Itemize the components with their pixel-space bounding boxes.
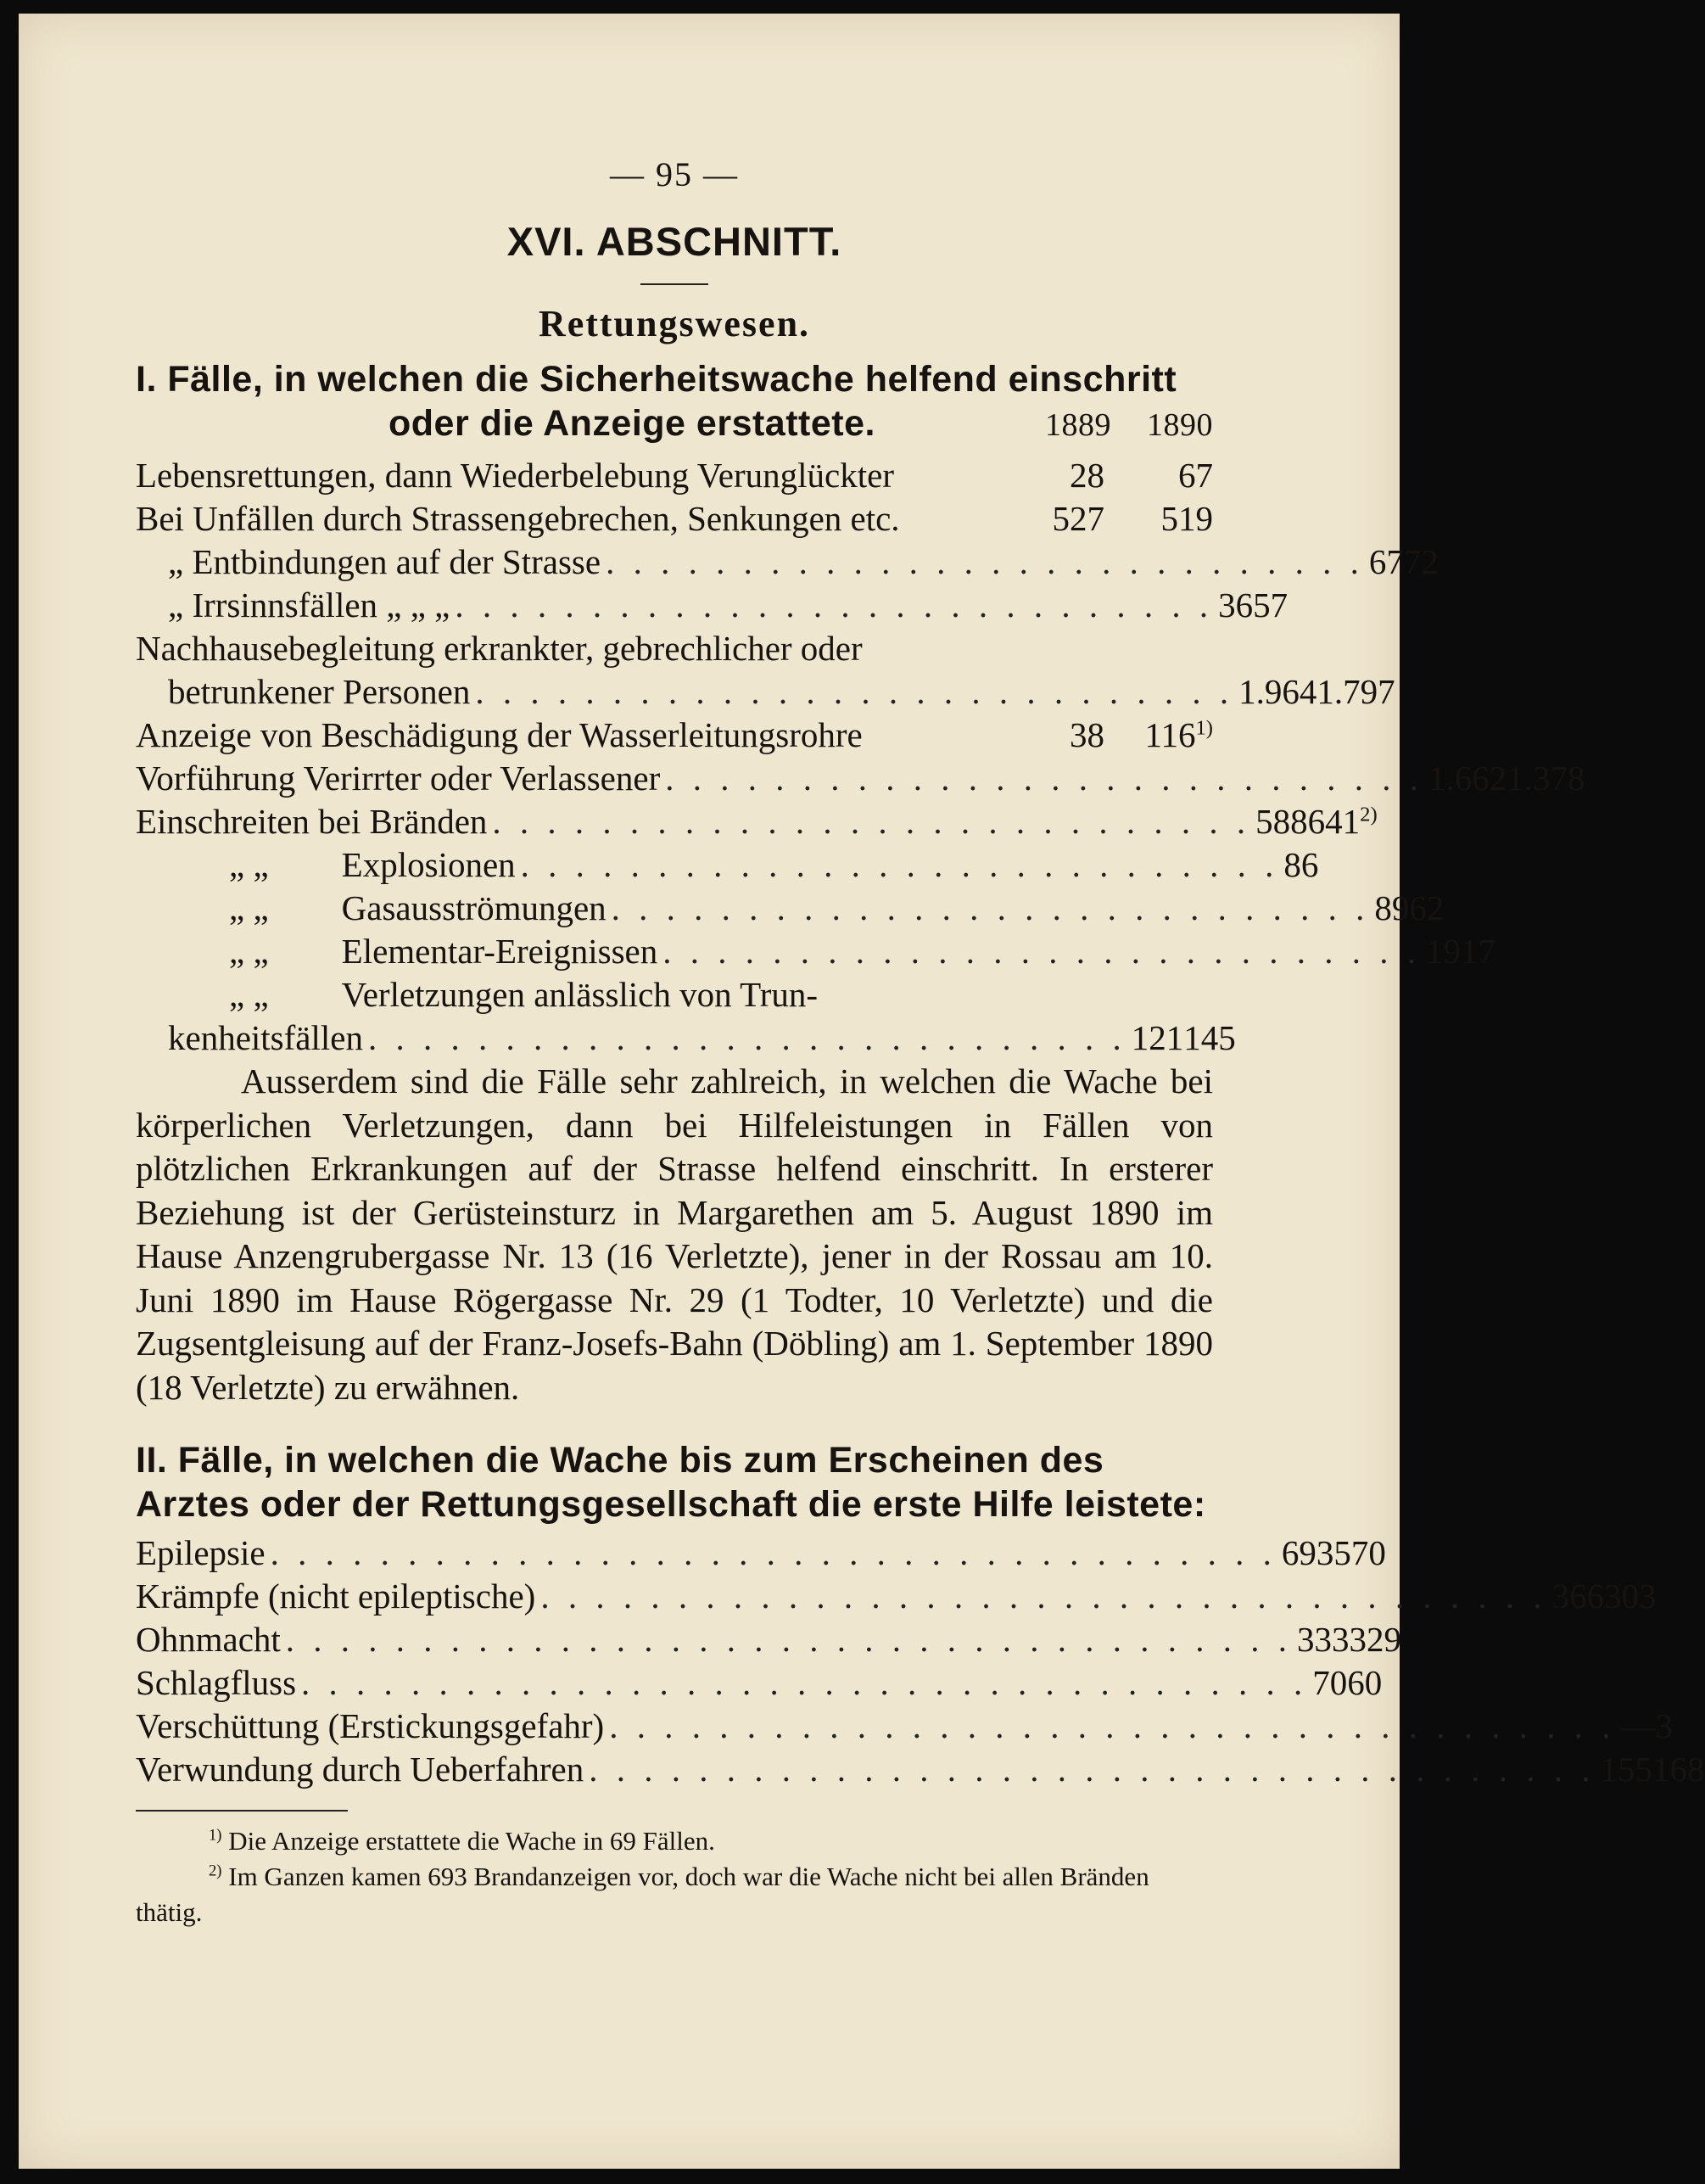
footnote-2 [136,1859,1213,1930]
row-label: Anzeige von Beschädigung der Wasserleitungsrohre [136,715,863,754]
value-1889: 19 [1426,932,1461,971]
page-number: — 95 — [610,155,739,193]
value-1889: 28 [1070,456,1104,495]
value-1890: 6 [1300,845,1319,884]
heading-2-line-2: Arztes oder der Rettungsgesellschaft die erste Hilfe leistete: [136,1484,1206,1525]
value-1889: 36 [1218,585,1254,624]
value-1889: 588 [1255,802,1308,841]
dot-leader: . . . . . . . . . . . . . . . . . . . . . . . . . . . . [492,802,1251,841]
year-header-1890: 1890 [1147,407,1213,443]
row-label: Bei Unfällen durch Strassengebrechen, Senkungen etc. [136,499,900,538]
ditto-marks: „ „ [229,845,269,884]
value-1890: 519 [1160,499,1213,538]
table-1 [136,454,1585,1060]
value-1890 [1308,800,1378,843]
value-1889: — [1620,1706,1656,1745]
value-1890: 168 [1652,1750,1705,1789]
value-1890: 17 [1461,932,1495,971]
value-1890: 329 [1349,1620,1402,1659]
row-label-text: Elementar-Ereignissen [341,932,658,971]
ditto-marks: „ „ [229,932,269,971]
footnote-text: Die Anzeige erstattete die Wache in 69 Fällen. [228,1826,715,1856]
value-1889: 527 [1052,499,1104,538]
table-row [136,584,1289,627]
table-row [136,1575,1657,1618]
dot-leader: . . . . . . . . . . . . . . . . . . . . . . . . . . . . [455,585,1214,624]
dot-leader: . . . . . . . . . . . . . . . . . . . . . . . . . . . . . . . . . . . . . [589,1750,1596,1789]
heading-1-line-1: I. Fälle, in welchen die Sicherheitswache helfend einschritt [136,359,1177,400]
value-1890: 62 [1409,888,1445,927]
row-label [136,973,818,1016]
title-divider [640,283,708,285]
heading-2 [136,1438,1213,1526]
value-1890: 67 [1178,456,1213,495]
table-row [136,540,1439,584]
value-1889: 67 [1368,542,1404,581]
value-1889: 155 [1600,1750,1652,1789]
dot-leader: . . . . . . . . . . . . . . . . . . . . . . . . . . . . [367,1018,1126,1057]
value-1889: 121 [1131,1018,1184,1057]
table-row [136,1661,1383,1705]
dot-leader: . . . . . . . . . . . . . . . . . . . . . . . . . . . . [611,888,1370,927]
value-1890: 72 [1403,542,1439,581]
heading-2-line-1: II. Fälle, in welchen die Wache bis zum Erscheinen des [136,1440,1104,1481]
row-label: Vorführung Verirrter oder Verlassener [136,759,661,798]
row-label: kenheitsfällen [168,1018,363,1057]
row-label: Epilepsie [136,1533,266,1572]
row-label [136,843,516,887]
table-row [136,714,1213,757]
dot-leader: . . . . . . . . . . . . . . . . . . . . . . . . . . . . [520,845,1279,884]
heading-1-line-2: oder die Anzeige erstattete. [389,403,875,444]
row-label: „ Irrsinnsfällen „ „ „ [168,585,450,624]
table-2 [136,1532,1705,1791]
table-row [136,800,1378,843]
value-1889: 693 [1281,1533,1334,1572]
table-row [136,1618,1402,1661]
table-row [136,887,1445,930]
footnote-divider [136,1810,348,1812]
dot-leader: . . . . . . . . . . . . . . . . . . . . . . . . . . . . . . . . . . . . . [270,1533,1277,1572]
dot-leader: . . . . . . . . . . . . . . . . . . . . . . . . . . . . . . . . . . . . . [609,1706,1616,1745]
value-1889: 333 [1297,1620,1350,1659]
page-content [136,154,1705,1930]
ditto-marks: „ „ [229,888,269,927]
heading-1 [136,357,1213,447]
row-label [136,930,657,973]
dot-leader: . . . . . . . . . . . . . . . . . . . . . . . . . . . . . . . . . . . . . [301,1663,1308,1702]
row-label: Krämpfe (nicht epileptische) [136,1576,536,1616]
subtitle: Rettungswesen. [538,303,811,344]
table-row [136,497,1213,540]
footnote-1 [136,1823,1213,1859]
heading-1-line-2-wrap [136,401,1213,447]
footnote-mark: 1) [209,1826,222,1845]
table-row [136,1016,1236,1060]
value-1890 [1104,714,1213,757]
table-row [136,1748,1705,1791]
value-1889: 8 [1283,845,1301,884]
dot-leader: . . . . . . . . . . . . . . . . . . . . . . . . . . . . [665,759,1423,798]
dot-leader: . . . . . . . . . . . . . . . . . . . . . . . . . . . . [606,542,1364,581]
footnote-ref: 1) [1195,716,1213,740]
value-1889: 38 [1070,715,1104,754]
table-row [136,930,1495,973]
value-1890: 60 [1347,1663,1383,1702]
body-paragraph: Ausserdem sind die Fälle sehr zahlreich, in welchen die Wache bei körperlichen Verletzungen, dann bei Hilfeleistungen in Fällen von plötzlichen Erkrankungen auf der Strasse helfend einschritt. In ersterer Beziehung ist der Gerüsteinsturz in Margarethen am 5. August 1890 im Hause Anzengrubergasse Nr. 13 (16 Verletzte), jener in der Rossau am 10. Juni 1890 im Hause Rögergasse Nr. 29 (1 Todter, 10 Verletzte) und die Zugsentgleisung auf der Franz-Josefs-Bahn (Döbling) am 1. September 1890 (18 Verletzte) zu erwähnen. [136,1061,1213,1407]
dot-leader: . . . . . . . . . . . . . . . . . . . . . . . . . . . . [475,672,1234,711]
dot-leader: . . . . . . . . . . . . . . . . . . . . . . . . . . . . [662,932,1421,971]
value-1890: 57 [1253,585,1289,624]
value-1890: 1.378 [1507,759,1585,798]
footnote-mark: 2) [209,1862,222,1880]
table-row [136,757,1585,800]
table-row [136,454,1213,497]
row-label: betrunkener Personen [168,672,471,711]
document-page [19,14,1705,2169]
dot-leader: . . . . . . . . . . . . . . . . . . . . . . . . . . . . . . . . . . . . . [540,1576,1547,1616]
row-label: Nachhausebegleitung erkrankter, gebrechlicher oder [136,629,863,668]
row-label [136,887,607,930]
value-1890: 303 [1604,1576,1657,1616]
value-1889: 1.662 [1428,759,1507,798]
value-1889: 89 [1374,888,1410,927]
dot-leader: . . . . . . . . . . . . . . . . . . . . . . . . . . . . . . . . . . . . . [285,1620,1293,1659]
row-label: Verschüttung (Erstickungsgefahr) [136,1706,605,1745]
value-text: 641 [1307,802,1361,841]
footnote-text: Im Ganzen kamen 693 Brandanzeigen vor, doch war die Wache nicht bei allen Bränden thätig. [136,1862,1149,1927]
value-1890: 3 [1655,1706,1673,1745]
row-label-text: Gasausströmungen [341,888,607,927]
table-row [136,627,1213,670]
table-row [136,843,1319,887]
value-1889: 70 [1312,1663,1348,1702]
value-text: 116 [1144,715,1196,754]
row-label: Lebensrettungen, dann Wiederbelebung Verunglückter [136,456,894,495]
value-1889: 366 [1551,1576,1605,1616]
footnote-ref: 2) [1360,803,1378,826]
table-row [136,1705,1673,1748]
year-headers [1009,403,1213,447]
section-title: XVI. ABSCHNITT. [506,219,842,264]
row-label: „ Entbindungen auf der Strasse [168,542,601,581]
table-row [136,670,1395,714]
value-1889: 1.964 [1238,672,1317,711]
table-row [136,1532,1386,1575]
year-header-1889: 1889 [1045,407,1111,443]
value-1890: 570 [1333,1533,1386,1572]
row-label-text: Verletzungen anlässlich von Trun- [341,975,819,1014]
row-label: Verwundung durch Ueberfahren [136,1750,584,1789]
row-label-text: Explosionen [341,845,516,884]
table-row [136,973,1213,1016]
value-1890: 145 [1183,1018,1236,1057]
row-label: Ohnmacht [136,1620,281,1659]
row-label: Einschreiten bei Bränden [136,802,488,841]
row-label: Schlagfluss [136,1663,297,1702]
ditto-marks: „ „ [229,975,269,1014]
value-1890: 1.797 [1316,672,1395,711]
